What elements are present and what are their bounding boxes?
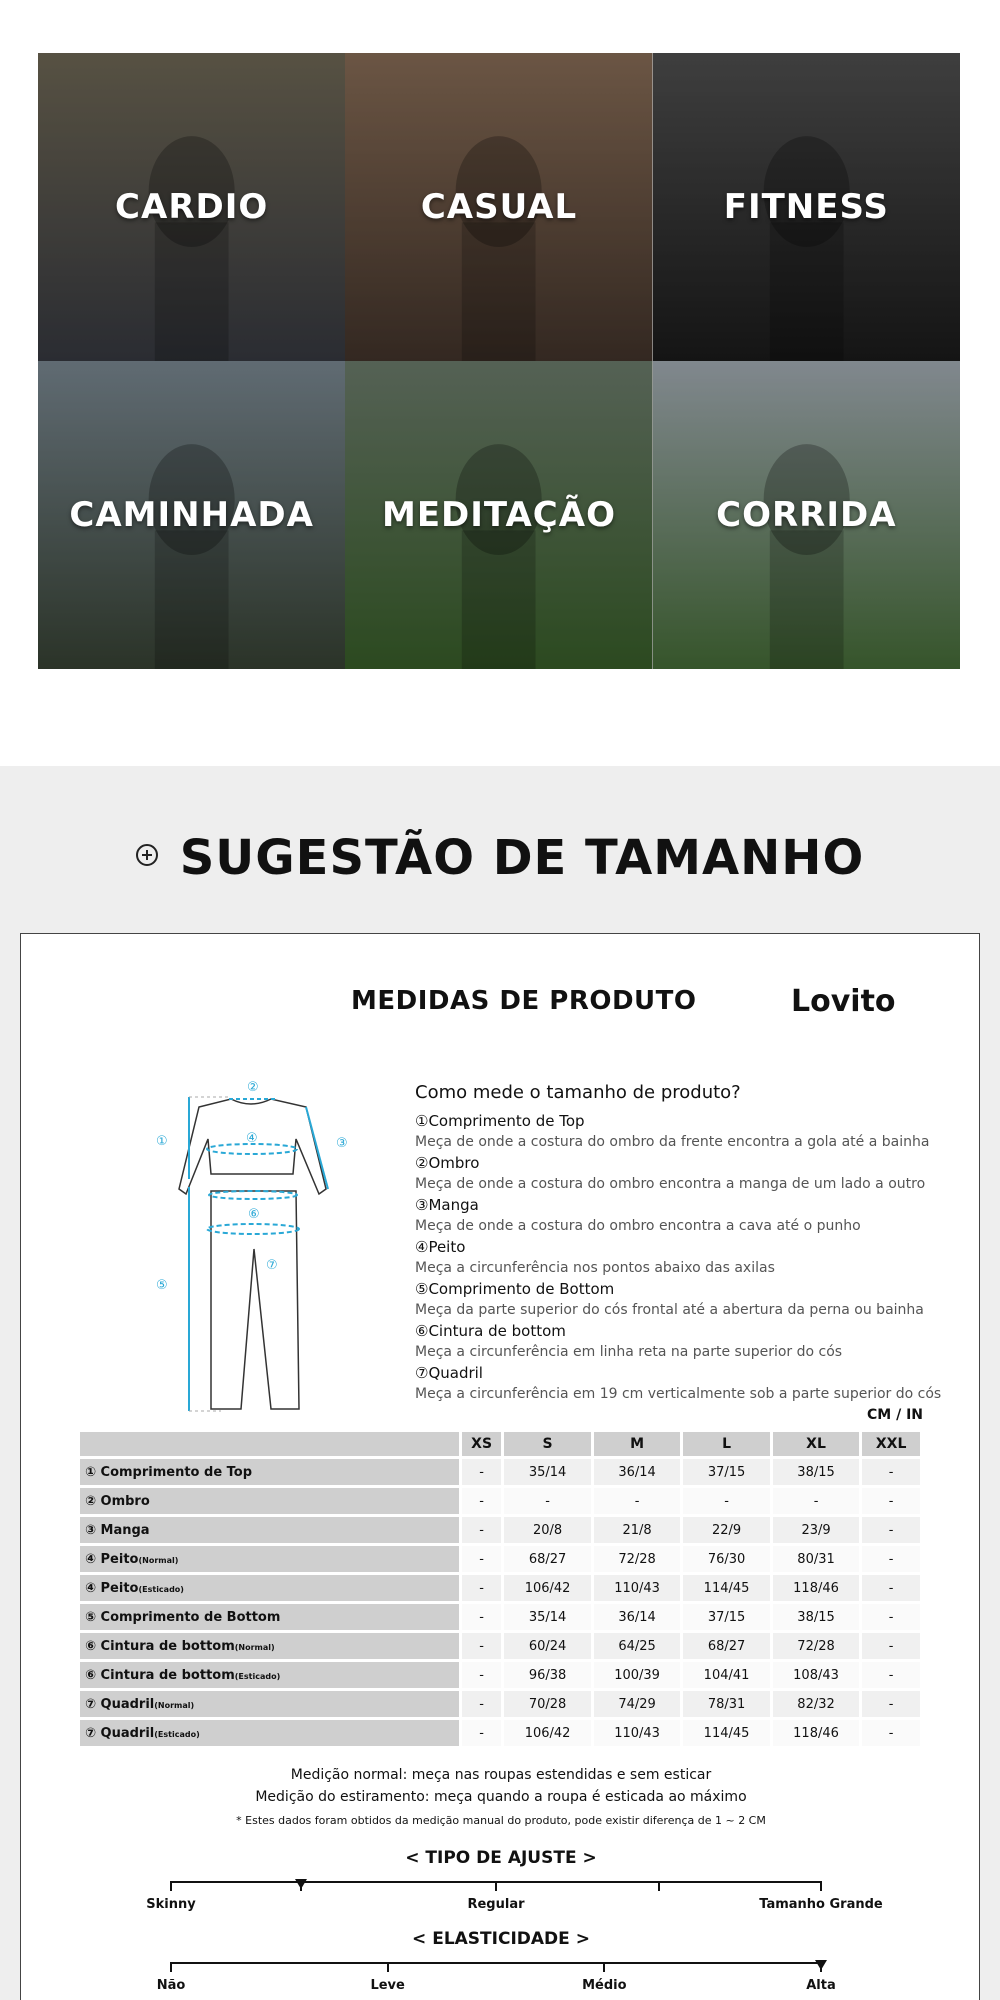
measure-title: ⑤Comprimento de Bottom bbox=[415, 1280, 615, 1298]
measure-desc: Meça a circunferência em 19 cm verticalmente sob a parte superior do cós bbox=[415, 1386, 942, 1402]
scale-marker bbox=[295, 1879, 307, 1889]
table-cell: - bbox=[462, 1691, 501, 1717]
measure-title: ④Peito bbox=[415, 1238, 466, 1256]
table-corner bbox=[80, 1432, 459, 1456]
table-cell: 74/29 bbox=[594, 1691, 680, 1717]
table-row bbox=[80, 1633, 920, 1659]
table-cell: 21/8 bbox=[594, 1517, 680, 1543]
row-label: ④ Peito(Normal) bbox=[80, 1546, 459, 1572]
row-label: ⑦ Quadril(Normal) bbox=[80, 1691, 459, 1717]
diagram-label-1: ① bbox=[156, 1134, 168, 1149]
table-cell: - bbox=[862, 1459, 920, 1485]
table-row bbox=[80, 1604, 920, 1630]
table-cell: 72/28 bbox=[773, 1633, 859, 1659]
table-cell: 72/28 bbox=[594, 1546, 680, 1572]
table-cell: 38/15 bbox=[773, 1604, 859, 1630]
diagram-label-2: ② bbox=[247, 1080, 259, 1095]
how-title: Como mede o tamanho de produto? bbox=[415, 1082, 741, 1103]
elastic-scale bbox=[156, 1962, 836, 1993]
note-normal: Medição normal: meça nas roupas estendidas e sem esticar bbox=[290, 1767, 712, 1783]
measure-desc: Meça de onde a costura do ombro encontra a manga de um lado a outro bbox=[415, 1176, 926, 1192]
row-label-sub: (Esticado) bbox=[234, 1671, 281, 1681]
table-row bbox=[80, 1546, 920, 1572]
table-cell: 64/25 bbox=[594, 1633, 680, 1659]
scale-label: Não bbox=[156, 1978, 186, 1993]
table-cell: 114/45 bbox=[683, 1575, 769, 1601]
category-tile-casual[interactable] bbox=[345, 53, 652, 361]
table-cell: 70/28 bbox=[504, 1691, 590, 1717]
table-cell: 108/43 bbox=[773, 1662, 859, 1688]
measure-title: ②Ombro bbox=[415, 1154, 480, 1172]
table-cell: - bbox=[594, 1488, 680, 1514]
row-label: ① Comprimento de Top bbox=[80, 1459, 459, 1485]
table-cell: 80/31 bbox=[773, 1546, 859, 1572]
row-label: ⑤ Comprimento de Bottom bbox=[80, 1604, 459, 1630]
category-label: CORRIDA bbox=[716, 495, 897, 535]
table-cell: - bbox=[462, 1517, 501, 1543]
table-cell: 38/15 bbox=[773, 1459, 859, 1485]
table-cell: 106/42 bbox=[504, 1575, 590, 1601]
measure-desc: Meça de onde a costura do ombro encontra a cava até o punho bbox=[415, 1218, 861, 1234]
measure-title: ①Comprimento de Top bbox=[415, 1112, 585, 1130]
size-table bbox=[77, 1429, 923, 1749]
category-section bbox=[0, 0, 1000, 766]
table-cell: 110/43 bbox=[594, 1720, 680, 1746]
measure-notes bbox=[21, 1764, 981, 1827]
measure-title: ⑥Cintura de bottom bbox=[415, 1322, 566, 1340]
table-cell: 23/9 bbox=[773, 1517, 859, 1543]
diagram-label-3: ③ bbox=[336, 1136, 348, 1151]
table-cell: - bbox=[862, 1546, 920, 1572]
plus-circle-icon bbox=[136, 844, 158, 866]
size-header: XS bbox=[462, 1432, 501, 1456]
table-cell: 37/15 bbox=[683, 1604, 769, 1630]
table-cell: - bbox=[862, 1633, 920, 1659]
size-header: XL bbox=[773, 1432, 859, 1456]
measure-title: ③Manga bbox=[415, 1196, 479, 1214]
table-cell: - bbox=[862, 1720, 920, 1746]
row-label: ⑥ Cintura de bottom(Normal) bbox=[80, 1633, 459, 1659]
category-label: CARDIO bbox=[115, 187, 269, 227]
measure-desc: Meça da parte superior do cós frontal até a abertura da perna ou bainha bbox=[415, 1302, 924, 1318]
top-outline bbox=[179, 1099, 326, 1194]
table-cell: - bbox=[504, 1488, 590, 1514]
table-cell: - bbox=[862, 1662, 920, 1688]
table-row bbox=[80, 1691, 920, 1717]
chart-title: MEDIDAS DE PRODUTO bbox=[351, 986, 697, 1016]
table-row bbox=[80, 1720, 920, 1746]
scale-tick bbox=[603, 1962, 605, 1972]
table-cell: 35/14 bbox=[504, 1604, 590, 1630]
table-cell: 118/46 bbox=[773, 1575, 859, 1601]
measure-instructions bbox=[415, 1082, 955, 1405]
table-cell: 68/27 bbox=[683, 1633, 769, 1659]
scale-tick bbox=[387, 1962, 389, 1972]
table-cell: - bbox=[862, 1575, 920, 1601]
table-row bbox=[80, 1575, 920, 1601]
size-header: S bbox=[504, 1432, 590, 1456]
table-row bbox=[80, 1459, 920, 1485]
scale-label: Regular bbox=[467, 1897, 525, 1912]
fit-scale bbox=[146, 1881, 883, 1912]
category-tile-cardio[interactable] bbox=[38, 53, 345, 361]
brand-logo: Lovito bbox=[791, 984, 896, 1019]
table-cell: - bbox=[773, 1488, 859, 1514]
row-label: ② Ombro bbox=[80, 1488, 459, 1514]
scale-tick bbox=[658, 1881, 660, 1891]
table-cell: - bbox=[862, 1517, 920, 1543]
table-cell: 20/8 bbox=[504, 1517, 590, 1543]
measure-title: ⑦Quadril bbox=[415, 1364, 483, 1382]
category-grid bbox=[38, 53, 960, 669]
row-label: ③ Manga bbox=[80, 1517, 459, 1543]
scale-tick bbox=[170, 1881, 172, 1891]
table-cell: - bbox=[462, 1662, 501, 1688]
table-cell: 82/32 bbox=[773, 1691, 859, 1717]
table-row bbox=[80, 1488, 920, 1514]
diagram-label-7: ⑦ bbox=[266, 1258, 278, 1273]
diagram-label-5: ⑤ bbox=[156, 1278, 168, 1293]
table-row bbox=[80, 1517, 920, 1543]
table-cell: - bbox=[683, 1488, 769, 1514]
row-label-sub: (Normal) bbox=[154, 1700, 195, 1710]
category-tile-corrida[interactable] bbox=[653, 361, 960, 669]
scale-label: Tamanho Grande bbox=[759, 1897, 883, 1912]
scale-tick bbox=[495, 1881, 497, 1891]
elastic-title: < ELASTICIDADE > bbox=[412, 1929, 590, 1949]
table-cell: 76/30 bbox=[683, 1546, 769, 1572]
unit-label: CM / IN bbox=[867, 1407, 923, 1423]
category-label: CASUAL bbox=[420, 187, 578, 227]
row-label: ⑦ Quadril(Esticado) bbox=[80, 1720, 459, 1746]
table-cell: - bbox=[462, 1575, 501, 1601]
table-cell: 36/14 bbox=[594, 1604, 680, 1630]
scale-label: Skinny bbox=[146, 1897, 196, 1912]
table-cell: 106/42 bbox=[504, 1720, 590, 1746]
garment-diagram bbox=[111, 1079, 401, 1419]
category-label: MEDITAÇÃO bbox=[382, 495, 616, 535]
diagram-label-4: ④ bbox=[246, 1131, 258, 1146]
category-label: FITNESS bbox=[723, 187, 889, 227]
scale-tick bbox=[820, 1881, 822, 1891]
table-cell: 104/41 bbox=[683, 1662, 769, 1688]
category-tile-fitness[interactable] bbox=[653, 53, 960, 361]
row-label-sub: (Esticado) bbox=[154, 1729, 200, 1739]
fit-title: < TIPO DE AJUSTE > bbox=[405, 1848, 597, 1868]
table-cell: 68/27 bbox=[504, 1546, 590, 1572]
diagram-label-6: ⑥ bbox=[248, 1207, 260, 1222]
category-tile-caminhada[interactable] bbox=[38, 361, 345, 669]
table-cell: 110/43 bbox=[594, 1575, 680, 1601]
note-stretch: Medição do estiramento: meça quando a roupa é esticada ao máximo bbox=[255, 1789, 747, 1805]
table-cell: 78/31 bbox=[683, 1691, 769, 1717]
row-label-sub: (Normal) bbox=[138, 1555, 179, 1565]
table-cell: - bbox=[862, 1488, 920, 1514]
scale-label: Médio bbox=[582, 1978, 627, 1993]
scale-label: Alta bbox=[806, 1978, 836, 1993]
table-cell: 22/9 bbox=[683, 1517, 769, 1543]
table-cell: 96/38 bbox=[504, 1662, 590, 1688]
table-cell: 36/14 bbox=[594, 1459, 680, 1485]
category-tile-meditação[interactable] bbox=[345, 361, 652, 669]
table-cell: - bbox=[462, 1546, 501, 1572]
measure-desc: Meça de onde a costura do ombro da frente encontra a gola até a bainha bbox=[415, 1134, 930, 1150]
note-disclaimer: * Estes dados foram obtidos da medição manual do produto, pode existir diferença de 1 ~ 2 CM bbox=[236, 1814, 766, 1827]
table-cell: 114/45 bbox=[683, 1720, 769, 1746]
size-header: XXL bbox=[862, 1432, 920, 1456]
table-row bbox=[80, 1662, 920, 1688]
category-label: CAMINHADA bbox=[69, 495, 314, 535]
size-heading bbox=[0, 830, 1000, 886]
table-cell: 100/39 bbox=[594, 1662, 680, 1688]
table-cell: 35/14 bbox=[504, 1459, 590, 1485]
table-cell: 37/15 bbox=[683, 1459, 769, 1485]
size-header: M bbox=[594, 1432, 680, 1456]
measure-desc: Meça a circunferência nos pontos abaixo das axilas bbox=[415, 1260, 775, 1276]
scale-marker bbox=[815, 1960, 827, 1970]
table-cell: 60/24 bbox=[504, 1633, 590, 1659]
size-header: L bbox=[683, 1432, 769, 1456]
row-label-sub: (Esticado) bbox=[138, 1584, 184, 1594]
row-label-sub: (Normal) bbox=[234, 1642, 275, 1652]
table-cell: - bbox=[862, 1604, 920, 1630]
table-cell: 118/46 bbox=[773, 1720, 859, 1746]
table-cell: - bbox=[462, 1488, 501, 1514]
table-cell: - bbox=[462, 1459, 501, 1485]
table-cell: - bbox=[462, 1720, 501, 1746]
table-cell: - bbox=[462, 1633, 501, 1659]
measure-desc: Meça a circunferência em linha reta na parte superior do cós bbox=[415, 1344, 843, 1360]
table-cell: - bbox=[862, 1691, 920, 1717]
row-label: ④ Peito(Esticado) bbox=[80, 1575, 459, 1601]
row-label: ⑥ Cintura de bottom(Esticado) bbox=[80, 1662, 459, 1688]
size-heading-text: SUGESTÃO DE TAMANHO bbox=[179, 830, 865, 886]
pants-outline bbox=[211, 1191, 299, 1409]
table-cell: - bbox=[462, 1604, 501, 1630]
scale-tick bbox=[170, 1962, 172, 1972]
size-chart-card bbox=[20, 933, 980, 2000]
scale-label: Leve bbox=[370, 1978, 405, 1993]
